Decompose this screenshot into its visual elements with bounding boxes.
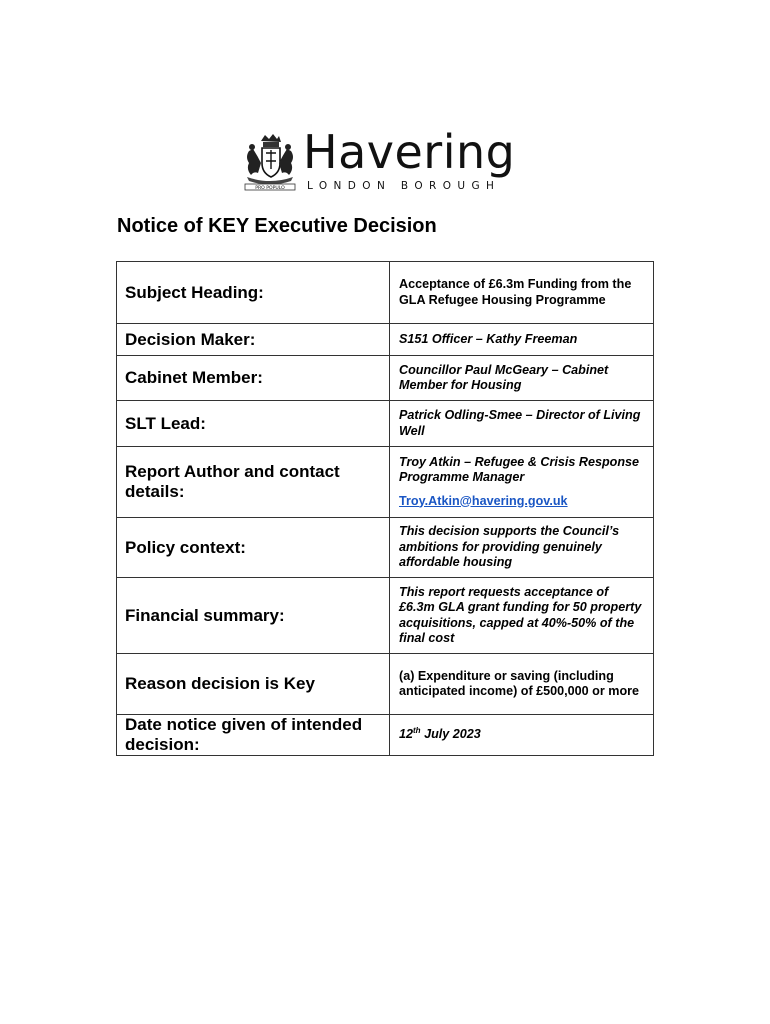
notice-date-rest: July 2023 [420,727,481,742]
row-label: Date notice given of intended decision: [125,715,363,754]
row-value-cell [390,518,654,578]
table-row-slt-lead [117,401,654,447]
table-row-policy-context [117,518,654,578]
row-label: SLT Lead: [125,413,206,433]
table-row-subject-heading [117,262,654,324]
decision-table [116,261,654,756]
row-label: Subject Heading: [125,282,264,302]
row-label-cell [117,324,390,356]
table-row-date-notice [117,715,654,756]
row-label: Cabinet Member: [125,368,263,387]
row-value-cell [390,715,654,756]
row-label: Decision Maker: [125,329,256,349]
page-title: Notice of KEY Executive Decision [117,215,437,237]
row-value: This report requests acceptance of £6.3m GLA grant funding for 50 property acquisitions, capped at 40%-50% of the final cost [399,584,642,645]
row-value-cell [390,401,654,447]
svg-text:PRO POPULO: PRO POPULO [255,186,285,192]
row-value-cell [390,578,654,654]
row-value: Troy Atkin – Refugee & Crisis Response Programme Manager [399,454,640,484]
table-row-report-author [117,447,654,518]
row-value: Patrick Odling-Smee – Director of Living Well [399,408,641,438]
row-value: This decision supports the Council’s ambitions for providing genuinely affordable housing [399,524,620,570]
row-value-cell [390,447,654,518]
borough-crest-icon [241,133,299,193]
notice-date [399,727,647,743]
row-label: Reason decision is Key [125,674,315,693]
row-label-cell [117,262,390,324]
notice-date-day: 12 [399,727,414,742]
row-value: (a) Expenditure or saving (including anticipated income) of £500,000 or more [399,668,640,698]
row-label-cell [117,518,390,578]
logo-wordmark: Havering [303,125,516,179]
row-label: Policy context: [125,537,246,557]
row-value: Councillor Paul McGeary – Cabinet Member for Housing [399,362,609,392]
row-label-cell [117,447,390,518]
row-label: Financial summary: [125,605,285,625]
logo-subtitle: LONDON BOROUGH [307,180,501,192]
notice-date-suffix: th [413,726,421,736]
row-label-cell [117,578,390,654]
row-value-cell [390,654,654,715]
row-value-cell [390,324,654,356]
table-row-cabinet-member [117,356,654,401]
author-email-link[interactable]: Troy.Atkin@havering.gov.uk [399,493,568,508]
row-label-cell [117,715,390,756]
row-value-cell [390,262,654,324]
row-label-cell [117,654,390,715]
row-value: S151 Officer – Kathy Freeman [399,331,578,346]
row-label-cell [117,356,390,401]
row-label: Report Author and contact details: [125,462,340,501]
row-label-cell [117,401,390,447]
table-row-decision-maker [117,324,654,356]
table-row-financial-summary [117,578,654,654]
havering-logo [241,125,521,195]
row-value-cell [390,356,654,401]
table-row-reason-key [117,654,654,715]
row-value: Acceptance of £6.3m Funding from the GLA Refugee Housing Programme [399,277,632,307]
